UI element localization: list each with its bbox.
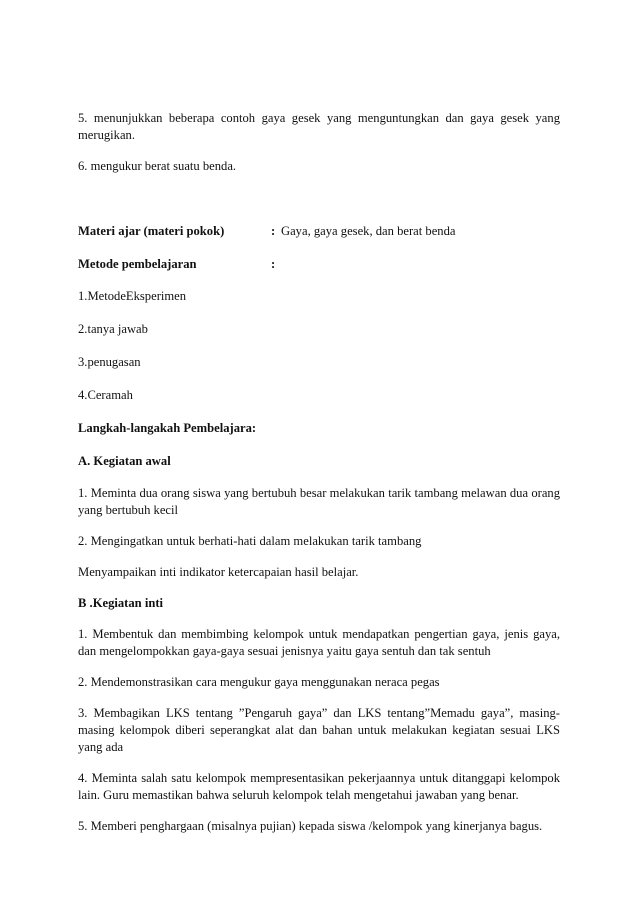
metode-item: 4.Ceramah <box>78 388 133 402</box>
materi-row <box>78 223 560 240</box>
kegiatan-inti-item: 4. Meminta salah satu kelompok mempresentasikan pekerjaannya untuk ditanggapi kelompok lain. Guru memastikan bahwa seluruh kelompok telah mengetahui jawaban yang benar. <box>78 771 560 802</box>
kegiatan-inti-heading: B .Kegiatan inti <box>78 596 164 610</box>
document-page <box>78 110 560 835</box>
materi-label: Materi ajar (materi pokok) <box>78 224 225 238</box>
objective-item-5: 5. menunjukkan beberapa contoh gaya gesek yang menguntungkan dan gaya gesek yang merugikan. <box>78 111 560 142</box>
kegiatan-inti-item: 5. Memberi penghargaan (misalnya pujian) kepada siswa /kelompok yang kinerjanya bagus. <box>78 819 543 833</box>
langkah-heading: Langkah-langakah Pembelajara: <box>78 421 257 435</box>
metode-label: Metode pembelajaran <box>78 257 197 271</box>
kegiatan-awal-heading: A. Kegiatan awal <box>78 454 171 468</box>
metode-item: 1.MetodeEksperimen <box>78 289 187 303</box>
metode-item: 2.tanya jawab <box>78 322 148 336</box>
kegiatan-awal-item: 2. Mengingatkan untuk berhati-hati dalam melakukan tarik tambang <box>78 534 422 548</box>
materi-separator: : <box>271 224 276 238</box>
kegiatan-inti-item: 3. Membagikan LKS tentang ”Pengaruh gaya” dan LKS tentang”Memadu gaya”, masing-masing kelompok diberi seperangkat alat dan bahan untuk melakukan kegiatan sesuai LKS yang ada <box>78 706 560 754</box>
kegiatan-awal-item: 1. Meminta dua orang siswa yang bertubuh besar melakukan tarik tambang melawan dua orang yang bertubuh kecil <box>78 486 560 517</box>
objective-item-6: 6. mengukur berat suatu benda. <box>78 159 237 173</box>
kegiatan-inti-item: 1. Membentuk dan membimbing kelompok untuk mendapatkan pengertian gaya, jenis gaya, dan mengelompokkan gaya-gaya sesuai jenisnya yaitu gaya sentuh dan tak sentuh <box>78 627 560 658</box>
kegiatan-inti-item: 2. Mendemonstrasikan cara mengukur gaya menggunakan neraca pegas <box>78 675 440 689</box>
materi-value: Gaya, gaya gesek, dan berat benda <box>281 224 456 238</box>
metode-separator: : <box>271 257 276 271</box>
metode-item: 3.penugasan <box>78 355 141 369</box>
kegiatan-awal-item: Menyampaikan inti indikator ketercapaian hasil belajar. <box>78 565 359 579</box>
metode-row <box>78 256 560 273</box>
